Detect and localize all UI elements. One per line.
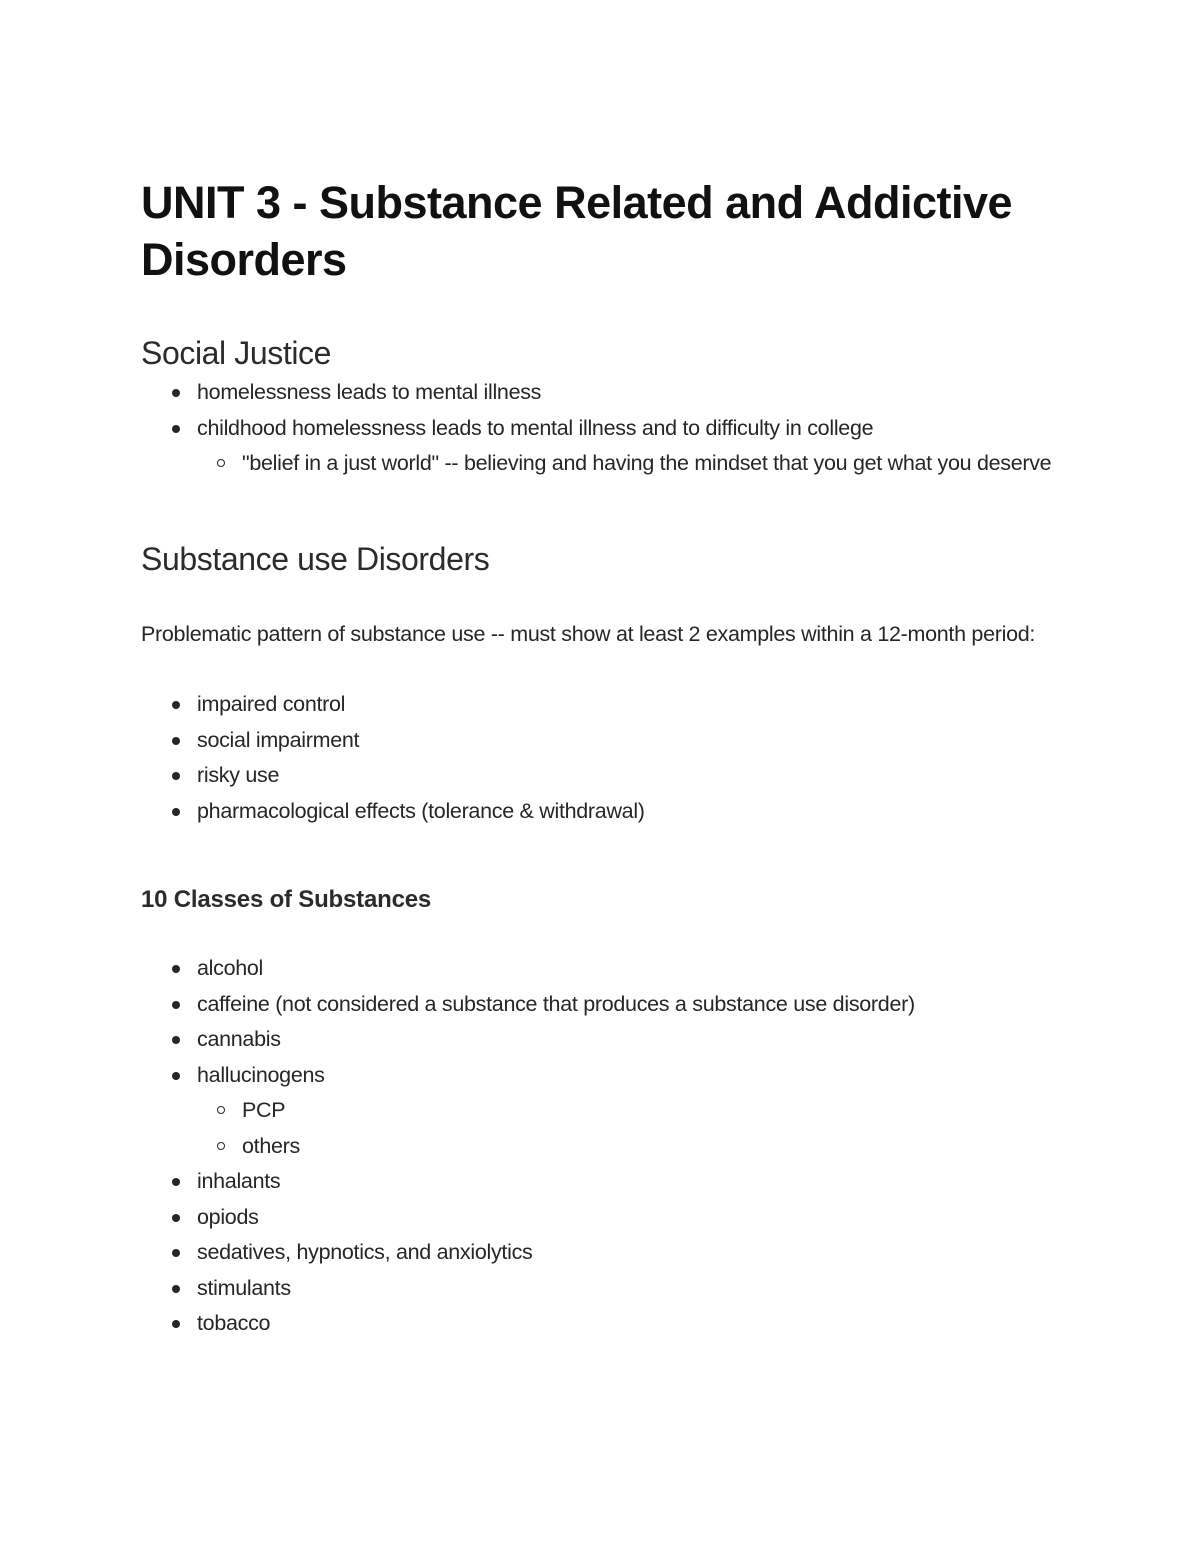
substance-use-paragraph: Problematic pattern of substance use -- must show at least 2 examples within a 12-month period: (141, 621, 1036, 646)
substance-use-list (141, 687, 1080, 829)
sub-list-item: "belief in a just world" -- believing and having the mindset that you get what you deserve (197, 446, 1080, 482)
list-item: childhood homelessness leads to mental illness and to difficulty in college "belief in a just world" -- believing and having the mindset that you get what you deserve (141, 411, 1080, 482)
classes-list (141, 951, 1080, 1342)
title-section (141, 174, 1080, 288)
list-item: opiods (141, 1200, 1080, 1236)
page-title: UNIT 3 - Substance Related and Addictive Disorders (141, 177, 1013, 285)
sub-list-item: PCP (197, 1093, 1080, 1129)
substance-use-heading: Substance use Disorders (141, 540, 490, 577)
list-item: sedatives, hypnotics, and anxiolytics (141, 1235, 1080, 1271)
list-item: impaired control (141, 687, 1080, 723)
social-justice-list (141, 375, 1080, 482)
list-item: alcohol (141, 951, 1080, 987)
classes-section (141, 885, 1080, 1342)
sub-list (197, 446, 1080, 482)
list-item: social impairment (141, 723, 1080, 759)
list-item: stimulants (141, 1271, 1080, 1307)
list-item: cannabis (141, 1022, 1080, 1058)
list-item: caffeine (not considered a substance that produces a substance use disorder) (141, 987, 1080, 1023)
sub-list-item: others (197, 1129, 1080, 1165)
sub-list (197, 1093, 1080, 1164)
social-justice-heading: Social Justice (141, 335, 332, 371)
list-item: tobacco (141, 1306, 1080, 1342)
substance-use-section (141, 539, 1080, 830)
list-item: inhalants (141, 1164, 1080, 1200)
list-item: hallucinogens PCP others (141, 1058, 1080, 1165)
classes-heading: 10 Classes of Substances (141, 886, 432, 913)
list-item: pharmacological effects (tolerance & withdrawal) (141, 794, 1080, 830)
social-justice-section (141, 333, 1080, 482)
list-item: risky use (141, 758, 1080, 794)
list-item: homelessness leads to mental illness (141, 375, 1080, 411)
